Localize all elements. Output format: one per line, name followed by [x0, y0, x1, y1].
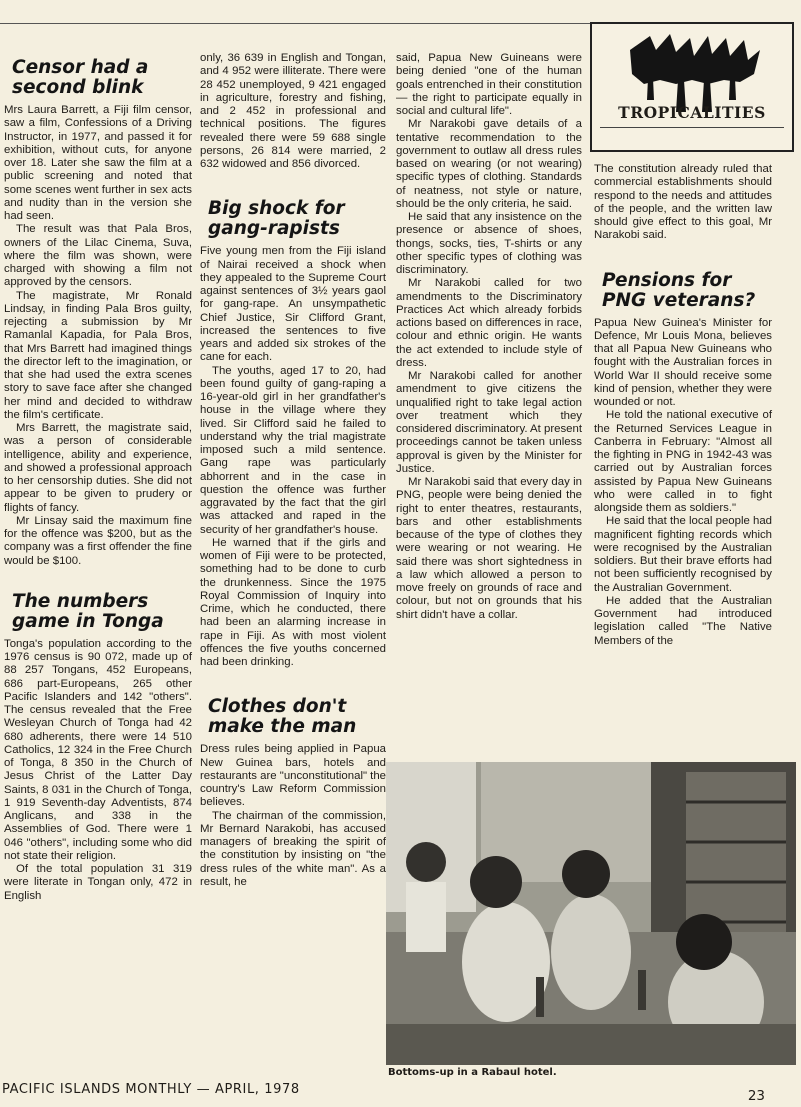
article-paragraph: He told the national executive of the Returned Services League in Canberra in February: "Almost all the fighting in PNG in 1942-43 was carried out by Australian forces assisted by Papua New Guineans who were called in to fight alongside them as soldiers.": [594, 409, 772, 514]
column-4: [594, 163, 772, 648]
article-paragraph: The chairman of the commission, Mr Bernard Narakobi, has accused managers of breaking the spirit of the constitution by insisting on "the dress rules of the white man". As a result, he: [200, 809, 386, 888]
article-paragraph: The result was that Pala Bros, owners of the Lilac Cinema, Suva, where the film was shown, were charged with showing a film not approved by the censors.: [4, 223, 192, 289]
page-number: 23: [747, 1088, 765, 1104]
article-paragraph: Mr Narakobi called for two amendments to the Discriminatory Practices Act which already forbids actions based on differences in race, colour and ethnic origin. He wants the act extended to include style of dress.: [396, 277, 582, 369]
article-paragraph: said, Papua New Guineans were being denied "one of the human goals entrenched in their constitution — the right to participate equally in social and cultural life".: [396, 52, 582, 117]
article-paragraph: He said that any insistence on the presence or absence of shoes, thongs, socks, ties, T-shirts or any other specific types of clothing was discriminatory.: [396, 211, 582, 276]
article-paragraph: Tonga's population according to the 1976 census is 90 072, made up of 88 257 Tongans, 452 Europeans, 686 part-Europeans, 265 other Pacific Islanders and 142 "others". The census revealed that the Free Wesleyan Church of Tonga had 42 680 adherents, there were 14 510 Catholics, 12 324 in the Free Church of Tonga, 8 350 in the Church of Jesus Christ of the Latter Day Saints, 8 031 in the Church of Tonga, 1 919 Seventh-day Adventists, 874 Anglicans, and 338 in the Assemblies of God. There were 1 046 "others", including some who did not state their religion.: [4, 637, 192, 862]
article-paragraph: only, 36 639 in English and Tongan, and 4 952 were illiterate. There were 28 452 unemployed, 9 421 engaged in agriculture, forestry and fishing, and 2 452 in professional and technical positions. The figures revealed there were 59 688 single persons, 26 814 were married, 2 632 widowed and 856 divorced.: [200, 52, 386, 170]
article-paragraph: Five young men from the Fiji island of Nairai received a shock when they appealed to the Supreme Court against sentences of 3½ years gaol for gang-rape. An unsympathetic Chief Justice, Sir Clifford Grant, increased the sentences to five years and added six strokes of the cane for each.: [200, 245, 386, 364]
publication-footer: PACIFIC ISLANDS MONTHLY — APRIL, 1978: [2, 1082, 300, 1097]
article-paragraph: Papua New Guinea's Minister for Defence, Mr Louis Mona, believes that all Papua New Guineans who fought with the Australian forces in World War II should receive some kind of pension, whether they were wounded or not.: [594, 316, 772, 408]
article-paragraph: Mr Narakobi gave details of a tentative recommendation to the government to outlaw all dress rules based on wearing (or not wearing) specific types of clothing. Standards of neatness, not style or nature, should be the only criteria, he said.: [396, 118, 582, 210]
article-paragraph: Of the total population 31 319 were literate in Tongan only, 472 in English: [4, 863, 192, 902]
palm-trees-logo-icon: [620, 30, 766, 114]
headline-censor: Censor had a second blink: [12, 57, 149, 98]
headline-tonga: The numbers game in Tonga: [12, 590, 164, 632]
article-paragraph: He added that the Australian Government had introduced legislation called "The Native Members of the: [594, 594, 772, 647]
column-3: [396, 52, 582, 622]
tropicalities-masthead: [590, 22, 794, 152]
article-paragraph: Mr Narakobi called for another amendment to give citizens the unqualified right to take legal action over treatment which they considered discriminatory. At present proceedings cannot be taken unless approval is given by the Minister for Justice.: [396, 370, 582, 475]
article-paragraph: Mrs Laura Barrett, a Fiji film censor, saw a film, Confessions of a Driving Instructor, in 1977, and passed it for exhibition, without cuts, for anyone over 18. Later she saw the film at a public screening and noted that some scenes went further in sex acts and nudity than in the version she had seen.: [4, 104, 192, 222]
rabaul-hotel-photo: [386, 762, 796, 1065]
headline-shock: Big shock for gang-rapists: [208, 198, 345, 240]
article-paragraph: Mrs Barrett, the magistrate said, was a person of considerable intelligence, ability and experience, and showed a professional approach to her censorship duties. She did not appear to be given to prudery or flights of fancy.: [4, 422, 192, 514]
article-paragraph: He warned that if the girls and women of Fiji were to be protected, something had to be done to curb the drunkenness. Since the 1975 Royal Commission of Inquiry into Crime, which he conducted, there had been an alarming increase in rape in Fiji. As with most violent offences the five youths concerned had been drinking.: [200, 536, 386, 668]
headline-pensions: Pensions for PNG veterans?: [602, 269, 756, 311]
article-paragraph: Mr Linsay said the maximum fine for the offence was $200, but as the company was a first offender the fine would be $100.: [4, 514, 192, 567]
article-paragraph: Dress rules being applied in Papua New Guinea bars, hotels and restaurants are "unconstitutional" the country's Law Reform Commission believes.: [200, 743, 387, 809]
photo-caption: Bottoms-up in a Rabaul hotel.: [388, 1067, 557, 1078]
article-paragraph: The magistrate, Mr Ronald Lindsay, in finding Pala Bros guilty, rejecting a submission by Mr Ramanlal Kapadia, for Pala Bros, that Mrs Barrett had imagined things the director left to the imagination, or that she had used the extra scenes story to save face after she changed her mind and decided to withdraw the film's certificate.: [4, 289, 192, 421]
article-paragraph: The constitution already ruled that commercial establishments should respond to the needs and attitudes of the people, and the written law should give effect to this goal, Mr Narakobi said.: [594, 163, 772, 242]
column-1: [4, 58, 192, 903]
article-paragraph: Mr Narakobi said that every day in PNG, people were being denied the right to enter theatres, restaurants, bars and other establishments because of the type of clothes they were wearing or not wearing. He said there was short sightedness in a law which allowed a person to move freely on grounds of race and colour, but not on grounds that his shirt didn't have a collar.: [396, 476, 582, 621]
headline-clothes: Clothes don't make the man: [208, 696, 357, 738]
column-2: [200, 52, 386, 889]
article-paragraph: The youths, aged 17 to 20, had been found guilty of gang-raping a 16-year-old girl in her grandfather's house in the village where they lived. Sir Clifford said he failed to understand why the trial magistrate imposed such a mild sentence. Gang rape was particularly abhorrent and in the case in question the offence was further aggravated by the fact that the girl was attacked and raped in the security of her grandfather's house.: [200, 364, 386, 536]
article-paragraph: He said that the local people had magnificent fighting records which were recognised by the Australian soldiers. But their brave efforts had not been sufficiently recognised by the Australian Government.: [594, 515, 772, 594]
masthead-title: TROPICALITIES: [618, 103, 766, 122]
masthead-rule: [600, 127, 784, 128]
top-rule: [0, 23, 590, 24]
photo-image: [386, 762, 796, 1065]
